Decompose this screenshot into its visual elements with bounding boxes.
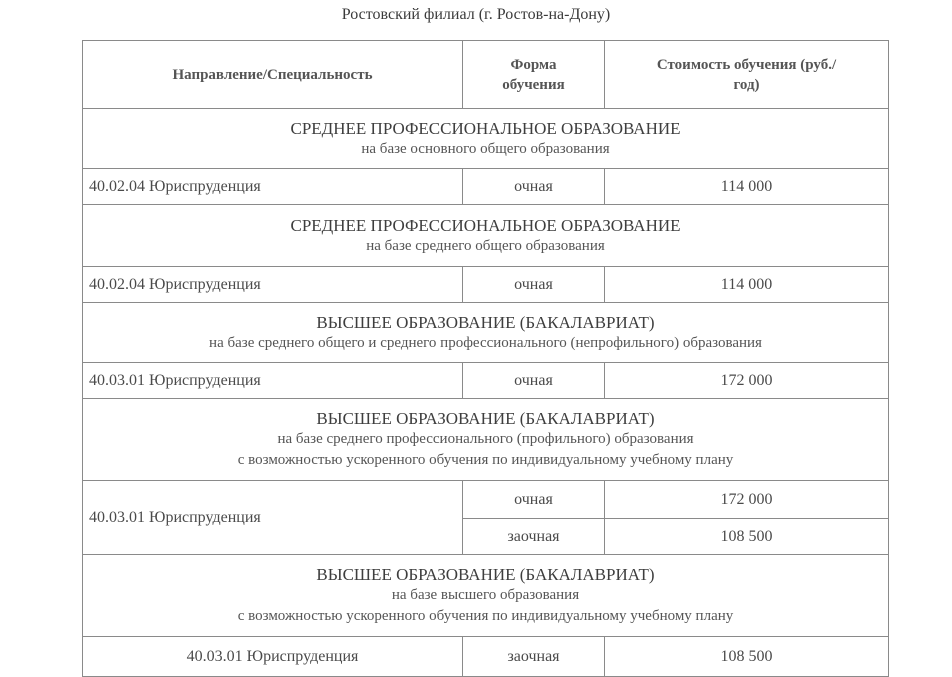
header-cost: Стоимость обучения (руб./год) <box>605 41 889 109</box>
section-heading: СРЕДНЕЕ ПРОФЕССИОНАЛЬНОЕ ОБРАЗОВАНИЕ <box>290 118 681 138</box>
direction-cell: 40.02.04 Юриспруденция <box>83 169 463 205</box>
table-row <box>83 363 889 399</box>
section-subline: на базе среднего общего образования <box>366 237 605 254</box>
table-row <box>83 637 889 677</box>
header-form: Форма обучения <box>463 41 605 109</box>
form-cell: заочная <box>463 519 605 555</box>
cost-cell: 108 500 <box>605 519 889 555</box>
section-header <box>83 205 889 267</box>
form-cell: очная <box>463 267 605 303</box>
section-subline: на базе высшего образования <box>391 587 580 603</box>
section-subline: на базе основного общего образования <box>361 140 610 157</box>
cost-cell: 108 500 <box>605 637 889 677</box>
direction-cell: 40.02.04 Юриспруденция <box>83 267 463 303</box>
direction-cell: 40.03.01 Юриспруденция <box>83 363 463 399</box>
form-cell: заочная <box>463 637 605 677</box>
cost-cell: 114 000 <box>605 169 889 205</box>
section-heading: ВЫСШЕЕ ОБРАЗОВАНИЕ (БАКАЛАВРИАТ) <box>316 312 655 332</box>
form-cell: очная <box>463 363 605 399</box>
cost-cell: 172 000 <box>605 363 889 399</box>
section-subline: с возможностью ускоренного обучения по индивидуальному учебному плану <box>237 452 734 468</box>
section-header <box>83 109 889 169</box>
table-row <box>83 481 889 519</box>
table-row <box>83 267 889 303</box>
cost-cell: 114 000 <box>605 267 889 303</box>
direction-cell: 40.03.01 Юриспруденция <box>83 637 463 677</box>
section-heading: ВЫСШЕЕ ОБРАЗОВАНИЕ (БАКАЛАВРИАТ) <box>316 409 655 428</box>
section-subline: на базе среднего профессионального (профильного) образования <box>277 431 694 447</box>
document-title: Ростовский филиал (г. Ростов-на-Дону) <box>341 6 611 23</box>
section-subline: на базе среднего общего и среднего профессионального (непрофильного) образования <box>209 334 762 351</box>
form-cell: очная <box>463 169 605 205</box>
tuition-table <box>82 40 889 677</box>
section-header <box>83 399 889 481</box>
section-subline: с возможностью ускоренного обучения по индивидуальному учебному плану <box>237 608 734 624</box>
table-row <box>83 169 889 205</box>
header-row <box>83 41 889 109</box>
section-header <box>83 303 889 363</box>
header-direction: Направление/Специальность <box>83 41 463 109</box>
cost-cell: 172 000 <box>605 481 889 519</box>
direction-cell: 40.03.01 Юриспруденция <box>83 481 463 555</box>
form-cell: очная <box>463 481 605 519</box>
section-header <box>83 555 889 637</box>
section-heading: СРЕДНЕЕ ПРОФЕССИОНАЛЬНОЕ ОБРАЗОВАНИЕ <box>290 215 681 235</box>
section-heading: ВЫСШЕЕ ОБРАЗОВАНИЕ (БАКАЛАВРИАТ) <box>316 565 655 584</box>
